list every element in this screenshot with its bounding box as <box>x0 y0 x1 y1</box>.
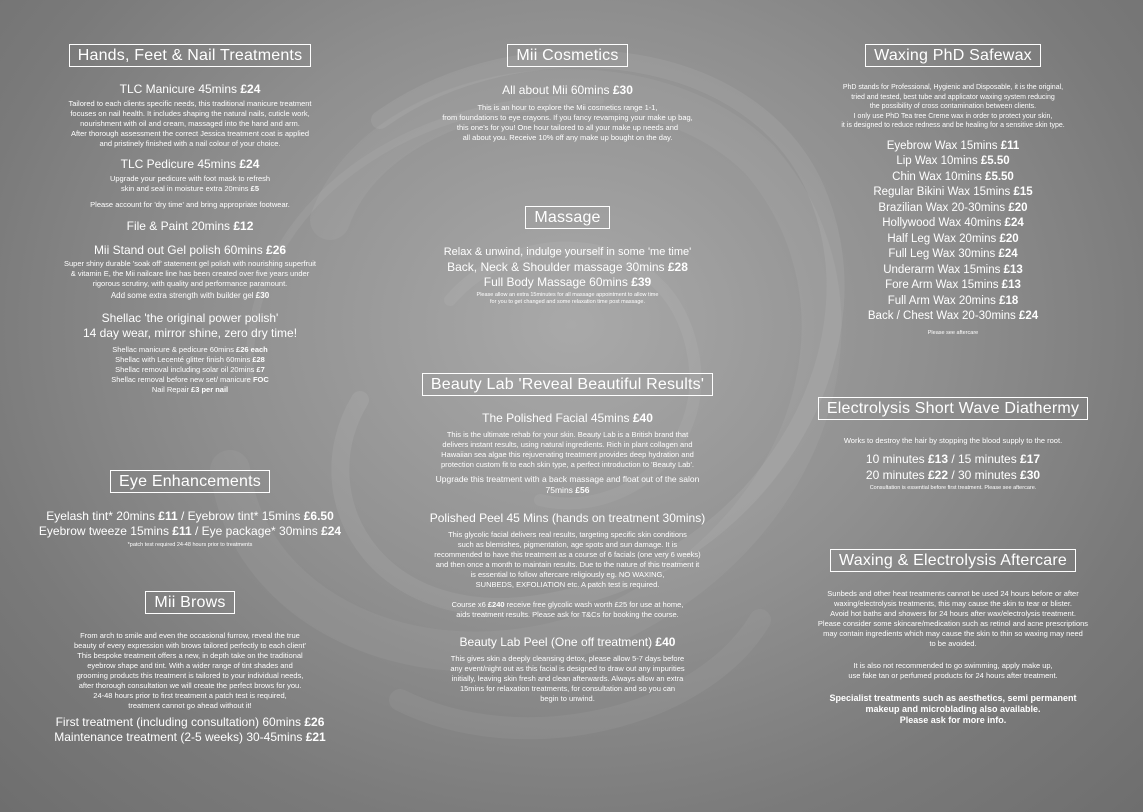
wax-name: Underarm Wax 15mins <box>883 263 1004 276</box>
desc-line: SUNBEDS, EXFOLIATION etc. A patch test is required. <box>475 580 660 589</box>
desc-line: rigorous scrutiny, with quality and performance paramount. <box>92 279 288 288</box>
pedicure-upgrade-price: £5 <box>250 184 259 193</box>
desc-line: use fake tan or perfumed products for 24 hours after treatment. <box>848 671 1058 680</box>
waxing-item <box>778 154 1128 170</box>
beauty-section <box>395 373 740 396</box>
desc-line: to be avoided. <box>929 639 977 648</box>
electro-time: / 15 minutes <box>948 452 1021 466</box>
desc-line: and pristinely finished with a nail colour of your choice. <box>99 139 281 148</box>
shellac-list <box>20 345 360 395</box>
gel-name: Mii Stand out Gel polish 60mins <box>93 243 267 257</box>
wax-name: Regular Bikini Wax 15mins <box>873 186 1014 198</box>
shellac-item-text: Nail Repair <box>151 384 192 394</box>
eye-item: Eyelash tint* 20mins <box>46 509 159 523</box>
desc-line: Sunbeds and other heat treatments cannot be used 24 hours before or after <box>827 589 1079 598</box>
builder-text: Add some extra strength with builder gel <box>110 291 256 300</box>
waxing-item <box>778 139 1128 155</box>
desc-line: beauty of every expression with brows tailored perfectly to each client' <box>74 641 306 650</box>
electro-section <box>778 397 1128 420</box>
waxing-section <box>778 44 1128 67</box>
wax-name: Hollywood Wax 40mins <box>882 217 1005 229</box>
wax-price: £18 <box>999 294 1019 307</box>
specialist-line: Please ask for more info. <box>899 715 1007 725</box>
eye-line-1 <box>20 509 360 524</box>
course-price: £240 <box>487 600 505 609</box>
electro-time: 10 minutes <box>865 452 928 466</box>
brows-content <box>20 631 360 745</box>
shellac-item-price: £3 per nail <box>191 384 229 394</box>
wax-price: £24 <box>998 248 1018 260</box>
brows-first <box>20 715 360 730</box>
brows-section <box>20 591 360 614</box>
desc-line: may contain ingredients which may cause the skin to thin so waxing may need <box>823 629 1083 638</box>
desc-line: This glycolic facial delivers real results, targeting specific skin conditions <box>448 530 687 539</box>
shellac-item <box>20 385 360 395</box>
desc-line: 15mins for relaxation treatments, for consultation and so you can <box>459 684 676 693</box>
massage-item-price: £28 <box>667 260 688 274</box>
desc-line: This bespoke treatment offers a new, in depth take on the traditional <box>77 651 303 660</box>
lab-peel-desc <box>395 654 740 704</box>
desc-line: eyebrow shape and tint. With a wider range of tint shades and <box>87 661 293 670</box>
desc-line: any event/night out as this facial is designed to draw out any impurities <box>450 664 685 673</box>
desc-line: It is also not recommended to go swimming, apply make up, <box>853 661 1053 670</box>
lab-peel-name: Beauty Lab Peel (One off treatment) <box>459 635 656 649</box>
electro-price: £13 <box>927 452 948 466</box>
builder-gel <box>20 291 360 301</box>
desc-line: I only use PhD Tea tree Creme wax in order to protect your skin, <box>853 112 1053 120</box>
wax-name: Full Leg Wax 30mins <box>888 248 999 260</box>
cosmetics-content <box>395 83 740 143</box>
desc-line: it is designed to reduce redness and be healing for a sensitive skin type. <box>841 122 1065 129</box>
wax-name: Fore Arm Wax 15mins <box>885 279 1002 291</box>
facial-upgrade: Upgrade this treatment with a back massage and float out of the salon <box>435 474 700 484</box>
wax-price: £15 <box>1013 186 1033 198</box>
wax-price: £13 <box>1001 279 1021 291</box>
tlc-pedicure-price: £24 <box>239 157 260 171</box>
shellac-item-text: Shellac with Lecenté glitter finish 60mins <box>115 354 253 364</box>
desc-line: recommended to have this treatment as a course of 6 facials (one very 6 weeks) <box>434 550 701 559</box>
aftercare-section <box>778 549 1128 572</box>
desc-line: protection custom fit to each skin type, a perfect introduction to 'Beauty Lab'. <box>440 460 694 469</box>
electro-line-2 <box>778 468 1128 484</box>
desc-line: Super shiny durable 'soak off' statement gel polish with nourishing superfruit <box>63 259 317 268</box>
electro-title: Electrolysis Short Wave Diathermy <box>818 397 1088 420</box>
shellac-item-price: £26 each <box>236 344 268 354</box>
course-text: Course x6 <box>451 600 488 609</box>
desc-line: PhD stands for Professional, Hygienic and Disposable, it is the original, <box>842 84 1064 91</box>
wax-name: Lip Wax 10mins <box>896 155 981 167</box>
waxing-content <box>778 83 1128 337</box>
shellac-item-price: £28 <box>252 354 265 364</box>
desc-line: begin to unwind. <box>540 694 595 703</box>
cosmetics-item-price: £30 <box>612 83 633 97</box>
eye-price: £11 <box>172 524 192 538</box>
massage-item-2 <box>395 275 740 290</box>
lab-peel-price: £40 <box>655 635 676 649</box>
wax-price: £24 <box>1004 217 1024 229</box>
shellac-title: Shellac 'the original power polish' <box>101 310 279 325</box>
course-line <box>395 600 740 610</box>
massage-item-price: £39 <box>631 275 652 289</box>
wax-name: Back / Chest Wax 20-30mins <box>867 310 1019 322</box>
eye-section <box>20 470 360 493</box>
gel-price: £26 <box>266 243 287 257</box>
file-paint <box>20 219 360 234</box>
brows-first-text: First treatment (including consultation) 60mins <box>55 715 305 729</box>
course-line: aids treatment results. Please ask for T&Cs for booking the course. <box>456 610 679 619</box>
file-paint-name: File & Paint 20mins <box>126 219 234 233</box>
aftercare-title: Waxing & Electrolysis Aftercare <box>830 549 1076 572</box>
wax-price: £5.50 <box>985 170 1014 183</box>
desc-line: 24-48 hours prior to first treatment a patch test is required, <box>93 691 287 700</box>
waxing-list <box>778 139 1128 325</box>
eye-item: / Eyebrow tint* 15mins <box>177 509 304 523</box>
massage-item-name: Full Body Massage 60mins <box>483 275 632 289</box>
electro-price: £17 <box>1020 452 1041 466</box>
waxing-item <box>778 309 1128 325</box>
aftercare-content <box>778 589 1128 726</box>
desc-line: grooming products this treatment is tailored to your individual needs, <box>76 671 304 680</box>
eye-price: £24 <box>321 524 342 538</box>
lab-peel <box>395 635 740 650</box>
desc-line: Avoid hot baths and showers for 24 hours after wax/electrolysis treatment. <box>830 609 1076 618</box>
desc-line: after thorough consultation we will create the perfect brows for you. <box>78 681 302 690</box>
brows-title: Mii Brows <box>145 591 234 614</box>
facial-price: £40 <box>632 411 653 425</box>
desc-line: From arch to smile and even the occasional furrow, reveal the true <box>80 631 300 640</box>
desc-line: this one's for you! One hour tailored to all your make up needs and <box>456 123 679 132</box>
tlc-pedicure <box>20 157 360 172</box>
builder-price: £30 <box>255 291 270 300</box>
brows-maint-text: Maintenance treatment (2-5 weeks) 30-45mins <box>54 730 306 744</box>
desc-line: tried and tested, best tube and applicator waxing system reducing <box>851 93 1055 101</box>
tlc-manicure-name: TLC Manicure 45mins <box>119 82 241 96</box>
waxing-item <box>778 263 1128 279</box>
massage-note: Please allow an extra 15minutes for all massage appointment to allow time <box>476 292 659 298</box>
desc-line: such as blemishes, pigmentation, age spots and sun damage. It is <box>457 540 678 549</box>
dry-time-note: Please account for 'dry time' and bring appropriate footwear. <box>90 200 290 209</box>
desc-line: focuses on nail health. It includes shaping the natural nails, cuticle work, <box>70 109 310 118</box>
wax-price: £11 <box>1000 139 1020 152</box>
waxing-item <box>778 201 1128 217</box>
desc-line: delivers instant results, using natural ingredients. Rich in plant collagen and <box>442 440 693 449</box>
eye-note: *patch test required 24-48 hours prior to treatments <box>127 542 253 548</box>
cosmetics-section <box>395 44 740 67</box>
eye-price: £6.50 <box>303 509 334 523</box>
massage-intro: Relax & unwind, indulge yourself in some 'me time' <box>443 246 692 258</box>
desc-line: is essential to follow aftercare religiously eg. NO WAXING, <box>470 570 665 579</box>
wax-price: £5.50 <box>980 155 1010 167</box>
polished-peel: Polished Peel 45 Mins (hands on treatment 30mins) <box>429 511 706 525</box>
pedicure-upgrade-text: skin and seal in moisture extra 20mins <box>121 184 251 193</box>
desc-line: waxing/electrolysis treatments, this may cause the skin to tear or blister. <box>833 599 1072 608</box>
specialist-line: Specialist treatments such as aesthetics, semi permanent <box>829 693 1077 703</box>
tlc-manicure-price: £24 <box>240 82 261 96</box>
massage-title: Massage <box>525 206 609 229</box>
waxing-item <box>778 294 1128 310</box>
cosmetics-desc <box>395 103 740 143</box>
waxing-item <box>778 247 1128 263</box>
pedicure-desc-line <box>20 184 360 194</box>
wax-name: Full Arm Wax 20mins <box>887 294 1000 307</box>
wax-name: Brazilian Wax 20-30mins <box>878 201 1009 214</box>
electro-time: 20 minutes <box>865 467 928 482</box>
waxing-item <box>778 278 1128 294</box>
desc-line: This is the ultimate rehab for your skin. Beauty Lab is a British brand that <box>446 430 689 439</box>
beauty-content <box>395 411 740 704</box>
peel-desc <box>395 530 740 590</box>
shellac-item-text: Shellac removal before new set/ manicure <box>111 374 253 384</box>
desc-line: This is an hour to explore the Mii cosmetics range 1-1, <box>477 103 658 112</box>
electro-price: £22 <box>927 467 948 482</box>
hands-section <box>20 44 360 67</box>
facial-name: The Polished Facial 45mins <box>482 411 633 425</box>
wax-name: Eyebrow Wax 15mins <box>886 139 1001 152</box>
course-text: receive free glycolic wash worth £25 for use at home, <box>504 600 684 609</box>
electro-line-1 <box>778 452 1128 468</box>
cosmetics-item <box>395 83 740 98</box>
desc-line: Hawaiian sea algae this rejuvenating treatment provides deep hydration and <box>441 450 694 459</box>
facial-desc <box>395 430 740 470</box>
shellac-item-text: Shellac removal including solar oil 20mins <box>115 364 257 374</box>
massage-item-name: Back, Neck & Shoulder massage 30mins <box>447 260 668 274</box>
massage-content <box>395 245 740 306</box>
shellac-item-price: £7 <box>256 364 265 374</box>
desc-line: Please consider some skincare/medication such as retinol and acne prescriptions <box>817 619 1089 628</box>
desc-line: This gives skin a deeply cleansing detox, please allow 5-7 days before <box>450 654 685 663</box>
eye-item: Eyebrow tweeze 15mins <box>38 524 173 538</box>
file-paint-price: £12 <box>233 219 254 233</box>
wax-price: £20 <box>1008 201 1028 214</box>
tlc-manicure <box>20 82 360 97</box>
massage-section <box>395 206 740 229</box>
shellac-item <box>20 375 360 385</box>
cosmetics-item-name: All about Mii 60mins <box>502 83 613 97</box>
eye-item: / Eye package* 30mins <box>191 524 322 538</box>
desc-line: and then once a month to maintain results. Due to the nature of this treatment it <box>435 560 700 569</box>
specialist-line: makeup and microblading also available. <box>865 704 1041 714</box>
cosmetics-title: Mii Cosmetics <box>507 44 627 67</box>
eye-price: £11 <box>158 509 178 523</box>
hands-title: Hands, Feet & Nail Treatments <box>69 44 312 67</box>
polished-facial <box>395 411 740 426</box>
brows-maint-price: £21 <box>305 730 326 744</box>
upgrade-price: £56 <box>575 485 590 495</box>
waxing-title: Waxing PhD Safewax <box>865 44 1041 67</box>
brows-maint <box>20 730 360 745</box>
desc-line: Tailored to each clients specific needs, this traditional manicure treatment <box>68 99 312 108</box>
desc-line: the possibility of cross contamination between clients. <box>869 103 1037 110</box>
electro-desc: Works to destroy the hair by stopping the blood supply to the root. <box>843 436 1063 445</box>
desc-line: treatment cannot go ahead without it! <box>128 701 252 710</box>
waxing-item <box>778 216 1128 232</box>
desc-line: initially, leaving skin fresh and clean afterwards. Always allow an extra <box>451 674 684 683</box>
massage-note: for you to get changed and some relaxation time post massage. <box>489 299 645 305</box>
waxing-item <box>778 232 1128 248</box>
brows-first-price: £26 <box>304 715 325 729</box>
eye-title: Eye Enhancements <box>110 470 270 493</box>
desc-line: After thorough assessment the correct Jessica treatment coat is applied <box>70 129 310 138</box>
electro-note: Consultation is essential before first treatment. Please see aftercare. <box>869 485 1037 491</box>
beauty-title: Beauty Lab 'Reveal Beautiful Results' <box>422 373 713 396</box>
hands-content <box>20 82 360 395</box>
electro-content <box>778 436 1128 492</box>
wax-name: Half Leg Wax 20mins <box>887 232 1000 245</box>
facial-upgrade-price-line <box>395 485 740 496</box>
waxing-note: Please see aftercare <box>927 329 979 336</box>
shellac-item <box>20 345 360 355</box>
gel-polish <box>20 243 360 258</box>
shellac-item <box>20 365 360 375</box>
electro-price: £30 <box>1020 467 1041 482</box>
desc-line: all about you. Receive 10% off any make up bought on the day. <box>462 133 673 142</box>
upgrade-text: 75mins <box>545 485 576 495</box>
shellac-item <box>20 355 360 365</box>
waxing-item <box>778 185 1128 201</box>
desc-line: & vitamin E, the Mii nailcare line has been created over five years under <box>70 269 310 278</box>
electro-time: / 30 minutes <box>948 467 1021 482</box>
desc-line: from foundations to eye crayons. If you fancy revamping your make up bag, <box>442 113 693 122</box>
eye-line-2 <box>20 524 360 539</box>
waxing-item <box>778 170 1128 186</box>
tlc-pedicure-name: TLC Pedicure 45mins <box>120 157 240 171</box>
shellac-item-price: FOC <box>252 374 269 384</box>
desc-line: nourishment with oil and cream, massaged into the hand and arm. <box>80 119 300 128</box>
eye-content <box>20 509 360 549</box>
wax-price: £20 <box>999 232 1019 245</box>
wax-price: £24 <box>1018 310 1039 322</box>
wax-price: £13 <box>1003 263 1023 276</box>
pedicure-desc-line: Upgrade your pedicure with foot mask to refresh <box>109 174 271 183</box>
wax-name: Chin Wax 10mins <box>892 170 986 183</box>
massage-item-1 <box>395 260 740 275</box>
shellac-item-text: Shellac manicure & pedicure 60mins <box>112 344 237 354</box>
shellac-subtitle: 14 day wear, mirror shine, zero dry time! <box>82 325 298 340</box>
tlc-manicure-desc <box>20 99 360 149</box>
